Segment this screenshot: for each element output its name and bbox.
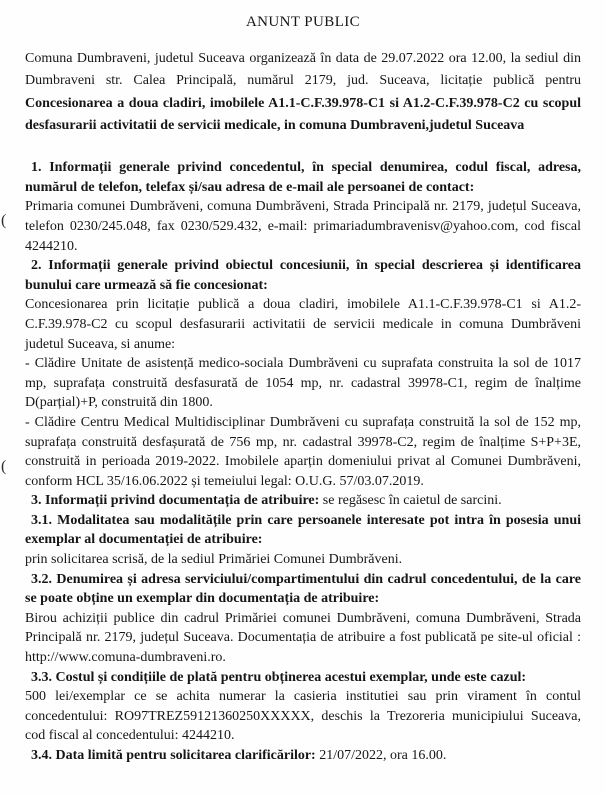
section-3-3-body: 500 lei/exemplar ce se achita numerar la casieria institutiei sau prin virament în contul concedentului: RO97TREZ59121360250XXXXX, deschis la Trezoreria municipiului Suceava, cod fiscal al concedentului: 4244210. <box>25 689 581 744</box>
section-3-4-heading-text: 3.4. Data limită pentru solicitarea clarificărilor: <box>31 748 316 763</box>
section-3-inline-text: se regăsesc în caietul de sarcini. <box>322 493 502 509</box>
section-2-bullet-building-1: - Clădire Unitate de asistență medico-sociala Dumbrăveni cu suprafata construita la sol de 1017 mp, suprafața construită desfasurată de 1054 mp, nr. cadastral 39978-C1, regim de înalțime D(parțial)+P, construită din 1800. <box>25 356 581 411</box>
section-3-1-body: prin solicitarea scrisă, de la sediul Primăriei Comunei Dumbrăveni. <box>25 552 403 568</box>
intro-paragraph <box>25 48 581 137</box>
intro-text: Comuna Dumbraveni, judetul Suceava organizează în data de 29.07.2022 ora 12.00, la sediul din Dumbraveni str. Calea Principală, numărul 2179, jud. Suceava, licitație publică pentru <box>25 51 581 89</box>
section-3-3-heading <box>25 668 581 688</box>
section-1-heading-text: 1. Informații generale privind concedentul, în special denumirea, codul fiscal, adresa, numărul de telefon, telefax și/sau adresa de e-mail ale persoanei de contact: <box>25 160 581 195</box>
section-3-line <box>25 491 581 511</box>
section-1-heading <box>25 158 581 197</box>
section-3-1-heading <box>25 511 581 550</box>
section-3-3-heading-text: 3.3. Costul și condițiile de plată pentru obținerea acestui exemplar, unde este cazul: <box>31 669 527 685</box>
section-3-4-inline-text: 21/07/2022, ora 16.00. <box>319 748 447 763</box>
section-3-2-heading <box>25 570 581 609</box>
section-2-heading <box>25 256 581 295</box>
section-2-heading-text: 2. Informații generale privind obiectul concesiunii, în special descrierea și identificarea bunului care urmează să fie concesionat: <box>25 258 581 293</box>
document-title: ANUNT PUBLIC <box>245 14 361 30</box>
section-2-bullet-building-2: - Clădire Centru Medical Multidisciplinar Dumbrăveni cu suprafața construită la sol de 152 mp, suprafața construită desfașurată de 756 mp, nr. cadastral 39978-C2, regim de înalțime S+P+3E, construită in perioada 2019-2022. Imobilele aparțin domeniului privat al Comunei Dumbrăveni, conform HCL 35/16.06.2022 și temeiului legal: O.U.G. 57/03.07.2019. <box>25 414 581 489</box>
scan-artifact-mark-2: ( <box>1 458 7 475</box>
section-3-2-body: Birou achiziții publice din cadrul Primăriei comunei Dumbrăveni, comuna Dumbrăveni, Strada Principală nr. 2179, județul Suceava. Documentația de atribuire a fost publicată pe site-ul oficial : http://www.comuna-dumbraveni.ro. <box>25 610 581 666</box>
intro-subject-bold-text: Concesionarea a doua cladiri, imobilele A1.1-C.F.39.978-C1 si A1.2-C.F.39.978-C2 cu scopul desfasurarii activitatii de servicii medicale, in comuna Dumbraveni,judetul Suceava <box>25 95 581 133</box>
sections-block <box>25 158 581 765</box>
section-1-body: Primaria comunei Dumbrăveni, comuna Dumbrăveni, Strada Principală nr. 2179, județul Suceava, telefon 0230/245.048, fax 0230/529.432, e-mail: primariadumbravenisv@yahoo.com, cod fiscal 4244210. <box>25 199 581 254</box>
section-3-1-heading-text: 3.1. Modalitatea sau modalitățile prin care persoanele interesate pot intra în posesia unui exemplar al documentației de atribuire: <box>25 512 581 548</box>
section-3-heading-text: 3. Informații privind documentația de atribuire: <box>31 493 320 509</box>
section-3-2-heading-text: 3.2. Denumirea și adresa serviciului/compartimentului din cadrul concedentului, de la care se poate obține un exemplar din documentația de atribuire: <box>25 571 581 607</box>
section-2-paragraph: Concesionarea prin licitație publică a doua cladiri, imobilele A1.1-C.F.39.978-C1 si A1.2-C.F.39.978-C2 cu scopul desfasurarii activitatii de servicii medicale in comuna Dumbrăveni judetul Suceava, si anume: <box>25 297 581 352</box>
section-3-4-line <box>25 746 581 766</box>
scan-artifact-mark-1: ( <box>1 212 7 229</box>
